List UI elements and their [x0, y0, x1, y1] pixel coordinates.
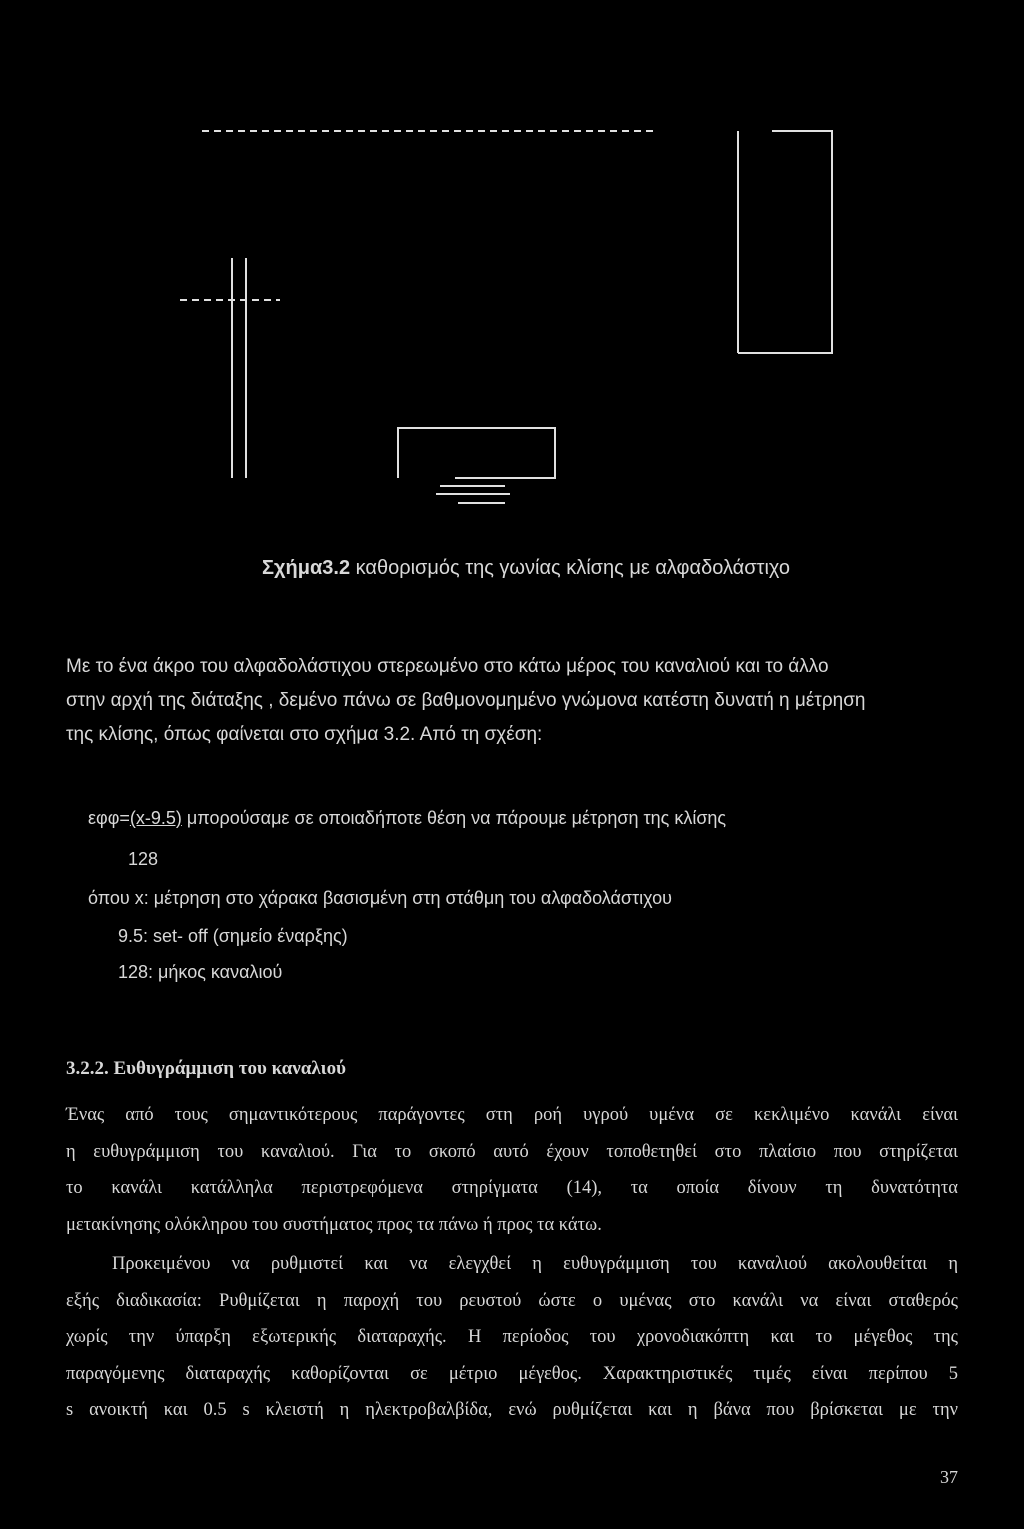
- intro-line-1: Με το ένα άκρο του αλφαδολάστιχου στερεωμένο στο κάτω μέρος του καναλιού και το άλλο: [66, 656, 829, 677]
- p1-line-4: μετακίνησης ολόκληρου του συστήματος προς τα πάνω ή προς τα κάτω.: [66, 1214, 602, 1235]
- definition-set-off: 9.5: set- off (σημείο έναρξης): [118, 926, 348, 946]
- p1-line-3: το κανάλι κατάλληλα περιστρεφόμενα στηρίγματα (14), τα οποία δίνουν τη δυνατότητα: [66, 1178, 958, 1198]
- p1-line-1: Ένας από τους σημαντικότερους παράγοντες στη ροή υγρού υμένα σε κεκλιμένο κανάλι είναι: [66, 1105, 958, 1125]
- p2-line-2: εξής διαδικασία: Ρυθμίζεται η παροχή του ρευστού ώστε ο υμένας στο κανάλι να είναι σταθερός: [66, 1290, 958, 1311]
- intro-line-3: της κλίσης, όπως φαίνεται στο σχήμα 3.2. Από τη σχέση:: [66, 724, 543, 745]
- equation-denominator: 128: [128, 849, 159, 869]
- p2-line-5: s ανοικτή και 0.5 s κλειστή η ηλεκτροβαλβίδα, ενώ ρυθμίζεται και η βάνα που βρίσκεται με την: [66, 1400, 958, 1420]
- equation-lhs: εφφ=: [88, 808, 130, 828]
- equation-numerator: (x-9.5): [129, 808, 182, 828]
- alphadolastixo-diagram: [0, 0, 1024, 530]
- caption-text: καθορισμός της γωνίας κλίσης με αλφαδολάστιχο: [350, 557, 790, 579]
- bottom-bracket: [398, 428, 555, 478]
- section-paragraph-1: [66, 1097, 958, 1243]
- section-paragraph-2: [66, 1246, 958, 1429]
- p2-line-3: χωρίς την ύπαρξη εξωτερικής διαταραχής. Η περίοδος του χρονοδιακόπτη και το μέγεθος της: [66, 1327, 958, 1347]
- section-heading: 3.2.2. Ευθυγράμμιση του καναλιού: [66, 1058, 346, 1079]
- page-number: 37: [940, 1467, 958, 1487]
- figure-caption: [262, 557, 790, 580]
- equation-rest: μπορούσαμε σε οποιαδήποτε θέση να πάρουμε μέτρηση της κλίσης: [181, 808, 727, 828]
- intro-line-2: στην αρχή της διάταξης , δεμένο πάνω σε βαθμονομημένο γνώμονα κατέστη δυνατή η μέτρηση: [66, 690, 866, 711]
- intro-paragraph: [66, 650, 962, 752]
- p2-line-4: παραγόμενης διαταραχής καθορίζονται σε μέτριο μέγεθος. Χαρακτηριστικές τιμές είναι περίπου 5: [66, 1363, 958, 1384]
- caption-label: Σχήμα3.2: [262, 557, 351, 579]
- definition-where: όπου x: μέτρηση στο χάρακα βασισμένη στη στάθμη του αλφαδολάστιχου: [88, 888, 672, 908]
- p1-line-2: η ευθυγράμμιση του καναλιού. Για το σκοπό αυτό έχουν τοποθετηθεί στο πλαίσιο που στηρίζεται: [66, 1141, 958, 1162]
- equation-line: [88, 808, 726, 829]
- p2-line-1: Προκειμένου να ρυθμιστεί και να ελεγχθεί η ευθυγράμμιση του καναλιού ακολουθείται η: [112, 1254, 958, 1274]
- definition-length: 128: μήκος καναλιού: [118, 962, 283, 982]
- right-bracket: [738, 131, 832, 353]
